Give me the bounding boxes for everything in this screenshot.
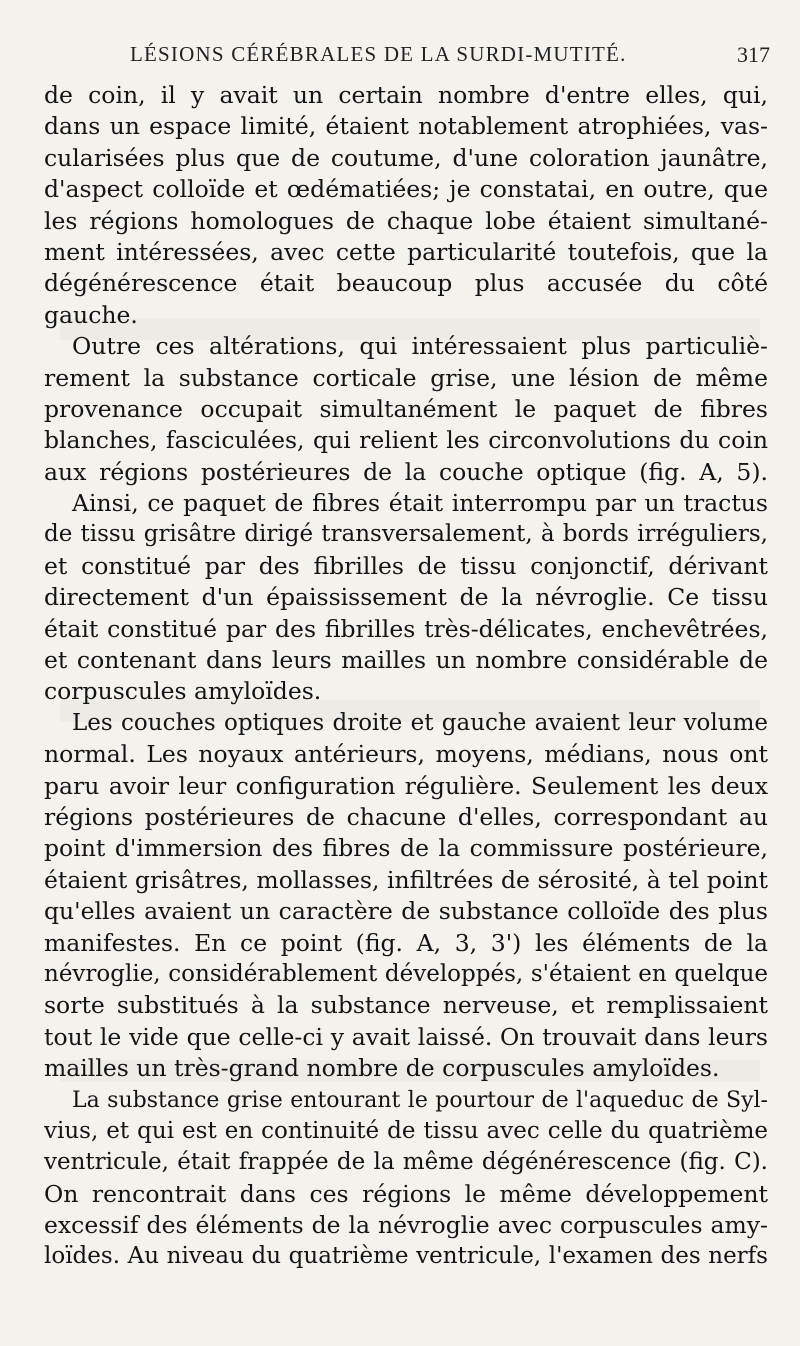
text-line: étaient grisâtres, mollasses, infiltrées de sérosité, à tel point	[44, 865, 768, 894]
text-line: normal. Les noyaux antérieurs, moyens, médians, nous ont	[44, 740, 768, 769]
text-line: On rencontrait dans ces régions le même développement	[44, 1179, 768, 1208]
text-line: sorte substitués à la substance nerveuse, et remplissaient	[44, 991, 768, 1020]
text-line: mailles un très-grand nombre de corpuscules amyloïdes.	[44, 1054, 720, 1083]
text-line: point d'immersion des fibres de la commissure postérieure,	[44, 834, 768, 863]
text-line: régions postérieures de chacune d'elles, correspondant au	[44, 802, 768, 831]
running-header-title: LÉSIONS CÉRÉBRALES DE LA SURDI-MUTITÉ.	[130, 42, 627, 66]
text-line: provenance occupait simultanément le paquet de fibres	[44, 394, 768, 423]
text-line: rement la substance corticale grise, une lésion de même	[44, 363, 768, 392]
text-line: Ainsi, ce paquet de fibres était interrompu par un tractus	[72, 489, 768, 518]
text-line: ventricule, était frappée de la même dégénérescence (fig. C).	[44, 1149, 768, 1176]
text-line: névroglie, considérablement développés, s'étaient en quelque	[44, 960, 768, 987]
running-header	[130, 42, 770, 74]
text-line: aux régions postérieures de la couche optique (fig. A, 5).	[44, 457, 768, 486]
text-line: d'aspect colloïde et œdématiées; je constatai, en outre, que	[44, 175, 768, 204]
text-line: ment intéressées, avec cette particularité toutefois, que la	[44, 237, 768, 266]
text-line: et constitué par des fibrilles de tissu conjonctif, dérivant	[44, 551, 768, 580]
text-line: directement d'un épaississement de la névroglie. Ce tissu	[44, 583, 768, 612]
text-line: Les couches optiques droite et gauche avaient leur volume	[72, 709, 768, 736]
text-line: tout le vide que celle-ci y avait laissé. On trouvait dans leurs	[44, 1022, 768, 1051]
text-line: cularisées plus que de coutume, d'une coloration jaunâtre,	[44, 143, 768, 172]
text-line: dégénérescence était beaucoup plus accusée du côté	[44, 269, 768, 298]
text-line: était constitué par des fibrilles très-délicates, enchevêtrées,	[44, 614, 768, 643]
text-line: manifestes. En ce point (fig. A, 3, 3') les éléments de la	[44, 928, 768, 957]
text-line: excessif des éléments de la névroglie avec corpuscules amy-	[44, 1211, 768, 1240]
text-line: blanches, fasciculées, qui relient les circonvolutions du coin	[44, 426, 768, 455]
text-line: Outre ces altérations, qui intéressaient plus particuliè-	[72, 332, 768, 361]
text-line: gauche.	[44, 300, 138, 329]
text-line: et contenant dans leurs mailles un nombre considérable de	[44, 646, 768, 675]
text-line: loïdes. Au niveau du quatrième ventricule, l'examen des nerfs	[44, 1243, 768, 1270]
text-line: vius, et qui est en continuité de tissu avec celle du quatrième	[44, 1117, 768, 1144]
page-number: 317	[737, 42, 770, 67]
text-line: corpuscules amyloïdes.	[44, 677, 322, 706]
text-line: La substance grise entourant le pourtour de l'aqueduc de Syl-	[72, 1087, 768, 1113]
text-line: de coin, il y avait un certain nombre d'entre elles, qui,	[44, 81, 768, 109]
text-line: paru avoir leur configuration régulière. Seulement les deux	[44, 771, 768, 800]
text-line: de tissu grisâtre dirigé transversalement, à bords irréguliers,	[44, 521, 768, 548]
text-line: qu'elles avaient un caractère de substance colloïde des plus	[44, 897, 768, 926]
body-text	[44, 80, 768, 1273]
text-line: les régions homologues de chaque lobe étaient simultané-	[44, 206, 768, 235]
text-line: dans un espace limité, étaient notablement atrophiées, vas-	[44, 112, 768, 141]
